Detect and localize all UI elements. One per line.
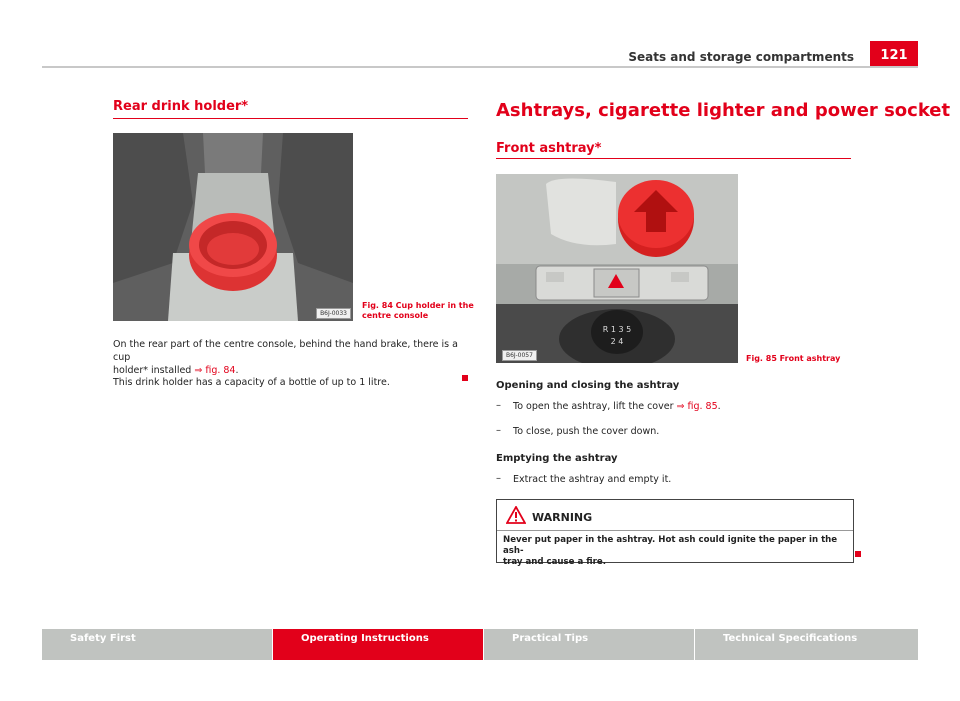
bullet-dash: –	[496, 473, 501, 484]
rear-holder-paragraph-2: This drink holder has a capacity of a bottle of up to 1 litre.	[113, 377, 390, 388]
warning-header	[497, 500, 853, 531]
footer-tab-operating-instructions[interactable]: Operating Instructions	[273, 629, 483, 660]
gear-top-label: R 1 3 5	[602, 325, 632, 334]
rear-drink-holder-heading: Rear drink holder*	[113, 99, 249, 114]
cup-holder-illustration	[113, 133, 353, 321]
warning-title: WARNING	[532, 511, 593, 524]
emptying-heading: Emptying the ashtray	[496, 453, 618, 464]
header-divider	[42, 66, 918, 68]
figure-84-caption: Fig. 84 Cup holder in the centre console	[362, 301, 474, 320]
bullet-dash: –	[496, 425, 501, 436]
figure-85-caption: Fig. 85 Front ashtray	[746, 354, 841, 363]
step-open: To open the ashtray, lift the cover ⇒ fig. 85.	[513, 401, 721, 412]
ashtray-illustration	[496, 174, 738, 363]
figure-code: B6J-0057	[502, 350, 537, 361]
page-number: 121	[870, 41, 918, 68]
ashtrays-main-heading: Ashtrays, cigarette lighter and power socket	[496, 100, 951, 121]
fig-84-link[interactable]: ⇒ fig. 84	[194, 365, 236, 376]
opening-closing-heading: Opening and closing the ashtray	[496, 380, 680, 391]
warning-triangle-icon	[506, 506, 526, 524]
figure-code: B6J-0033	[316, 308, 351, 319]
cup-holder-figure	[113, 133, 353, 321]
bullet-dash: –	[496, 400, 501, 411]
heading-rule	[113, 118, 468, 119]
footer-tab-safety-first[interactable]: Safety First	[42, 629, 272, 660]
section-end-marker	[462, 375, 468, 381]
footer-tab-technical-specifications[interactable]: Technical Specifications	[695, 629, 918, 660]
step-close: To close, push the cover down.	[513, 426, 660, 437]
footer-tab-practical-tips[interactable]: Practical Tips	[484, 629, 694, 660]
warning-box	[496, 499, 854, 567]
step-empty: Extract the ashtray and empty it.	[513, 474, 672, 485]
gear-bottom-label: 2 4	[610, 337, 624, 346]
section-end-marker	[855, 551, 861, 557]
running-header-title: Seats and storage compartments	[628, 50, 854, 64]
warning-text: Never put paper in the ashtray. Hot ash could ignite the paper in the ash- tray and cause a fire.	[503, 535, 838, 567]
rear-holder-paragraph-1: On the rear part of the centre console, behind the hand brake, there is a cup holder* installed ⇒ fig. 84.	[113, 339, 458, 376]
fig-85-link[interactable]: ⇒ fig. 85	[676, 401, 718, 412]
front-ashtray-figure	[496, 174, 738, 363]
heading-rule	[496, 158, 851, 159]
front-ashtray-heading: Front ashtray*	[496, 141, 602, 156]
